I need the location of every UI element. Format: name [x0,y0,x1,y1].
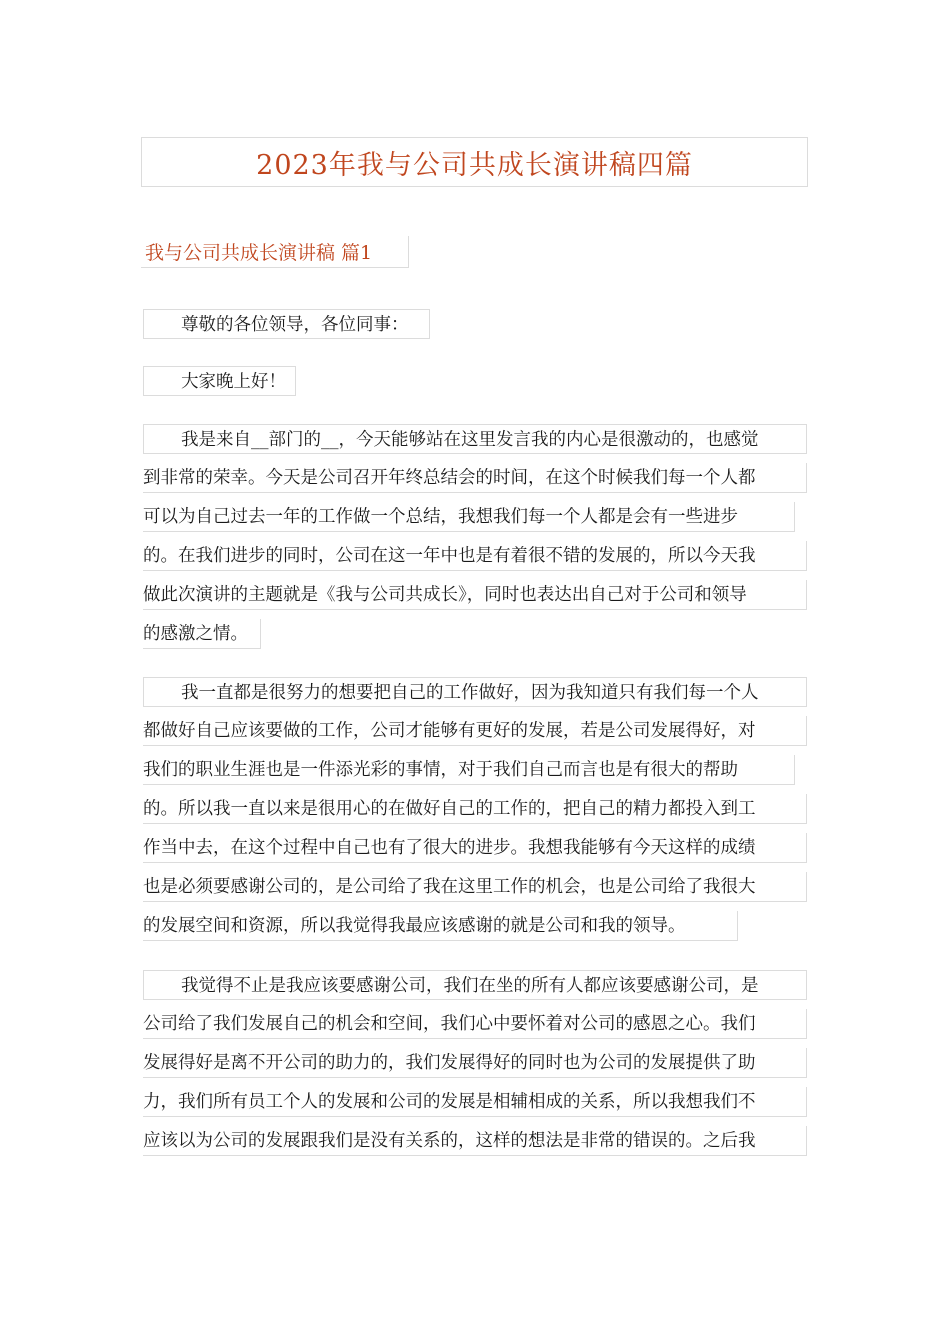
paragraph-2-line-1: 大家晚上好！ [143,366,296,396]
paragraph-3-line-6: 的感激之情。 [143,619,261,649]
paragraph-4-line-6: 也是必须要感谢公司的，是公司给了我在这里工作的机会，也是公司给了我很大 [143,872,807,902]
document-title: 2023年我与公司共成长演讲稿四篇 [256,149,693,181]
paragraph-4-line-3: 我们的职业生涯也是一件添光彩的事情，对于我们自己而言也是有很大的帮助 [143,755,795,785]
document-title-box [141,137,808,187]
paragraph-5-line-1: 我觉得不止是我应该要感谢公司，我们在坐的所有人都应该要感谢公司，是 [143,970,807,1000]
section-heading: 我与公司共成长演讲稿 篇1 [145,242,373,264]
paragraph-5-line-2: 公司给了我们发展自己的机会和空间，我们心中要怀着对公司的感恩之心。我们 [143,1009,807,1039]
paragraph-4-line-7: 的发展空间和资源，所以我觉得我最应该感谢的就是公司和我的领导。 [143,911,738,941]
paragraph-3-line-1: 我是来自__部门的__，今天能够站在这里发言我的内心是很激动的，也感觉 [143,424,807,454]
paragraph-4-line-1: 我一直都是很努力的想要把自己的工作做好，因为我知道只有我们每一个人 [143,677,807,707]
paragraph-5-line-5: 应该以为公司的发展跟我们是没有关系的，这样的想法是非常的错误的。之后我 [143,1126,807,1156]
section-heading-box [141,236,409,268]
paragraph-4-line-5: 作当中去，在这个过程中自己也有了很大的进步。我想我能够有今天这样的成绩 [143,833,807,863]
paragraph-3-line-5: 做此次演讲的主题就是《我与公司共成长》，同时也表达出自己对于公司和领导 [143,580,807,610]
paragraph-3-line-4: 的。在我们进步的同时，公司在这一年中也是有着很不错的发展的，所以今天我 [143,541,807,571]
paragraph-4-line-2: 都做好自己应该要做的工作，公司才能够有更好的发展，若是公司发展得好，对 [143,716,807,746]
paragraph-5-line-3: 发展得好是离不开公司的助力的，我们发展得好的同时也为公司的发展提供了助 [143,1048,807,1078]
paragraph-5-line-4: 力，我们所有员工个人的发展和公司的发展是相辅相成的关系，所以我想我们不 [143,1087,807,1117]
paragraph-3-line-2: 到非常的荣幸。今天是公司召开年终总结会的时间，在这个时候我们每一个人都 [143,463,807,493]
paragraph-4-line-4: 的。所以我一直以来是很用心的在做好自己的工作的，把自己的精力都投入到工 [143,794,807,824]
paragraph-1-line-1: 尊敬的各位领导，各位同事： [143,309,430,339]
paragraph-3-line-3: 可以为自己过去一年的工作做一个总结，我想我们每一个人都是会有一些进步 [143,502,795,532]
